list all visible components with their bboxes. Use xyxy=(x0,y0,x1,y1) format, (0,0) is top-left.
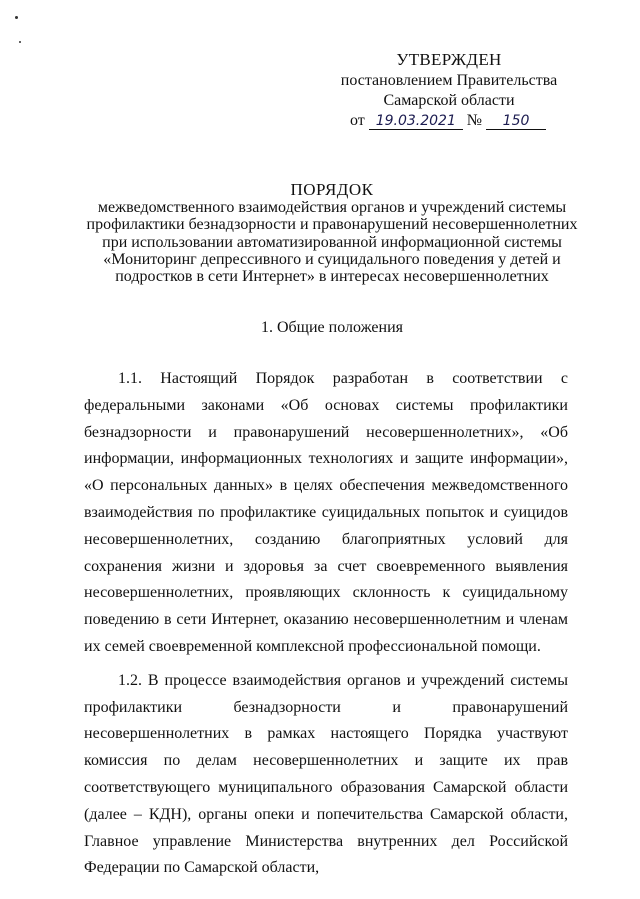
number-prefix: № xyxy=(466,112,483,129)
approval-date-line xyxy=(336,111,562,131)
paragraph: 1.1. Настоящий Порядок разработан в соответствии с федеральными законами «Об основах системы профилактики безнадзорности и правонарушений несовершеннолетних», «Об информации, информационных технологиях и защите информации», «О персональных данных» в целях обеспечения межведомственного взаимодействия по профилактике суицидальных попыток и суицидов несовершеннолетних, созданию благоприятных условий для сохранения жизни и здоровья за счет своевременного выявления несовершеннолетних, проявляющих склонность к суицидальному поведению в сети Интернет, оказанию несовершеннолетним и членам их семей своевременной комплексной профессиональной помощи. xyxy=(84,370,568,655)
approval-line: постановлением Правительства xyxy=(340,72,558,89)
approval-date: 19.03.2021 xyxy=(369,113,463,130)
approval-number: 150 xyxy=(486,113,546,130)
approval-heading: УТВЕРЖДЕН xyxy=(396,50,502,69)
document-body xyxy=(84,366,568,882)
subtitle-line: при использовании автоматизированной информационной системы xyxy=(102,233,562,251)
subtitle-line: подростков в сети Интернет» в интересах несовершеннолетних xyxy=(115,268,549,286)
scan-speck xyxy=(19,41,21,43)
subtitle-line: профилактики безнадзорности и правонарушений несовершеннолетних xyxy=(86,216,578,234)
date-prefix: от xyxy=(350,112,365,129)
approval-line: Самарской области xyxy=(383,92,515,109)
scan-speck xyxy=(15,16,18,19)
paragraph: 1.2. В процессе взаимодействия органов и учреждений системы профилактики безнадзорности и правонарушений несовершеннолетних в рамках настоящего Порядка участвуют комиссия по делам несовершеннолетних и защите их прав соответствующего муниципального образования Самарской области (далее – КДН), органы опеки и попечительства Самарской области, Главное управление Министерства внутренних дел Российской Федерации по Самарской области, xyxy=(84,671,568,877)
document-title: ПОРЯДОК xyxy=(290,180,374,199)
approval-stamp xyxy=(336,50,562,131)
document-title-block xyxy=(62,181,602,285)
section-heading: 1. Общие положения xyxy=(260,319,404,336)
subtitle-line: межведомственного взаимодействия органов и учреждений системы xyxy=(97,199,567,217)
subtitle-line: «Мониторинг депрессивного и суицидального поведения у детей и xyxy=(103,250,561,268)
